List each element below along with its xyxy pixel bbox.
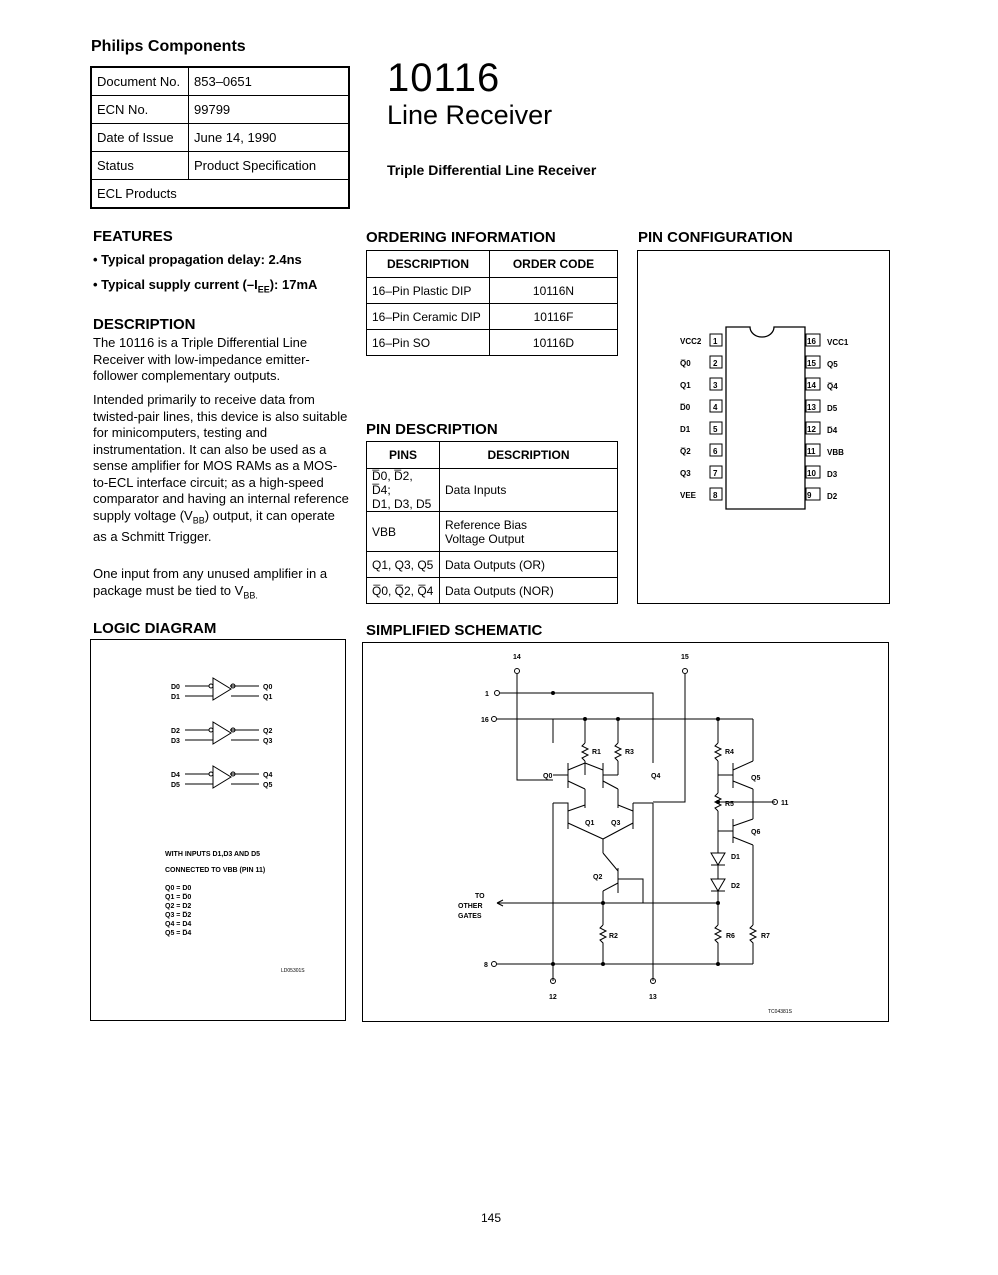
logic-code: LD05301S bbox=[281, 968, 305, 974]
sch-label: GATES bbox=[458, 913, 482, 920]
gate-output-label: Q1 bbox=[263, 694, 273, 701]
pin-number: 6 bbox=[713, 447, 718, 456]
sch-label: R5 bbox=[725, 801, 734, 808]
pin-number: 9 bbox=[807, 491, 812, 500]
sch-label: 12 bbox=[549, 994, 557, 1001]
sch-label: 16 bbox=[481, 717, 489, 724]
gate-input-label: D5 bbox=[171, 782, 180, 789]
ordering-heading: ORDERING INFORMATION bbox=[366, 229, 556, 246]
gate-output-label: Q3 bbox=[263, 738, 273, 745]
pin-name: Q1 bbox=[680, 381, 691, 390]
doc-value: 853–0651 bbox=[189, 67, 350, 96]
description-p2: Intended primarily to receive data from twisted-pair lines, this device is also suitable for minicomputers, testing and instrumentation. It can also be used as a sense amplifier for MOS RAMs as a MOS-to-ECL interface circuit; as a high-speed comparator and having an internal reference supply voltage $(V_{BB})$ output, it can operate as a Schmitt Trigger. bbox=[93, 392, 349, 544]
logic-equation: Q1 = D̅0 bbox=[165, 894, 192, 901]
logic-note-2: CONNECTED TO VBB (PIN 11) bbox=[165, 867, 266, 874]
gate-input-label: D2 bbox=[171, 728, 180, 735]
sch-label: R3 bbox=[625, 749, 634, 756]
pin-name: Q̅4 bbox=[827, 382, 838, 391]
description-heading: DESCRIPTION bbox=[93, 316, 196, 333]
pin-cell: VBB bbox=[367, 512, 440, 552]
pin-number: 14 bbox=[807, 381, 816, 390]
doc-value: June 14, 1990 bbox=[189, 124, 350, 152]
pin-name: Q̅2 bbox=[680, 447, 691, 456]
order-code: 10116F bbox=[490, 304, 618, 330]
sch-label: 14 bbox=[513, 654, 521, 661]
dip-package-drawing bbox=[638, 251, 889, 603]
gate-input-label: D0 bbox=[171, 684, 180, 691]
gate-symbol bbox=[185, 678, 259, 700]
pin-number: 4 bbox=[713, 403, 718, 412]
schematic-box bbox=[362, 642, 889, 1022]
part-name: Line Receiver bbox=[387, 100, 553, 130]
gate-input-label: D1 bbox=[171, 694, 180, 701]
sch-label: R7 bbox=[761, 933, 770, 940]
sch-label: R6 bbox=[726, 933, 735, 940]
pin-name: VCC1 bbox=[827, 338, 849, 347]
feature-text: Typical propagation delay: 2.4ns bbox=[101, 252, 302, 267]
pin-name: D3 bbox=[827, 470, 838, 479]
sch-label: TO bbox=[475, 893, 485, 900]
feature-sub: EE bbox=[257, 284, 270, 295]
pin-desc: Reference Bias Voltage Output bbox=[440, 512, 618, 552]
gate-bubble bbox=[209, 728, 213, 732]
doc-label: Date of Issue bbox=[91, 124, 189, 152]
logic-diagram-heading: LOGIC DIAGRAM bbox=[93, 620, 217, 637]
description-p3: One input from any unused amplifier in a package must be tied to $V_{BB.}$ bbox=[93, 566, 328, 601]
sch-label: R2 bbox=[609, 933, 618, 940]
sch-label: 15 bbox=[681, 654, 689, 661]
sch-label: 11 bbox=[781, 800, 789, 807]
pin-config-heading: PIN CONFIGURATION bbox=[638, 229, 793, 246]
pin-name: D̅0 bbox=[680, 403, 691, 412]
sch-label: Q3 bbox=[611, 820, 621, 827]
sch-label: Q4 bbox=[651, 773, 661, 780]
pin-name: Q̅0 bbox=[680, 359, 691, 368]
col-header: PINS bbox=[367, 442, 440, 469]
order-desc: 16–Pin Plastic DIP bbox=[367, 278, 490, 304]
sch-label: Q2 bbox=[593, 874, 603, 881]
sch-label: Q6 bbox=[751, 829, 761, 836]
col-header: DESCRIPTION bbox=[440, 442, 618, 469]
sch-label: 13 bbox=[649, 994, 657, 1001]
pin-number: 15 bbox=[807, 359, 816, 368]
schematic-drawing bbox=[363, 643, 888, 1021]
pin-name: Q3 bbox=[680, 469, 691, 478]
sch-label: Q0 bbox=[543, 773, 553, 780]
gate-bubble bbox=[209, 772, 213, 776]
logic-equation: Q5 = D̅4 bbox=[165, 930, 192, 937]
logic-diagram-drawing bbox=[91, 640, 345, 1020]
order-desc: 16–Pin Ceramic DIP bbox=[367, 304, 490, 330]
schematic-heading: SIMPLIFIED SCHEMATIC bbox=[366, 622, 543, 639]
pin-name: D̅4 bbox=[827, 426, 838, 435]
sch-label: Q1 bbox=[585, 820, 595, 827]
order-code: 10116N bbox=[490, 278, 618, 304]
pin-name: VEE bbox=[680, 491, 697, 500]
doc-label: ECN No. bbox=[91, 96, 189, 124]
pin-desc: Data Outputs (OR) bbox=[440, 552, 618, 578]
pin-number: 16 bbox=[807, 337, 816, 346]
pin-number: 12 bbox=[807, 425, 816, 434]
gate-bubble bbox=[209, 684, 213, 688]
feature-text: ): 17mA bbox=[269, 277, 318, 292]
pin-name: D2 bbox=[827, 492, 838, 501]
document-info-table bbox=[90, 66, 350, 209]
doc-label: Status bbox=[91, 152, 189, 180]
pin-config-box bbox=[637, 250, 890, 604]
sch-label: R4 bbox=[725, 749, 734, 756]
feature-item: • Typical supply current $(-I_{EE})$: 17mA bbox=[93, 277, 318, 295]
gate-symbol bbox=[185, 722, 259, 744]
gate-output-label: Q2 bbox=[263, 728, 273, 735]
pin-number: 5 bbox=[713, 425, 718, 434]
pin-name: Q5 bbox=[827, 360, 838, 369]
pin-name: VBB bbox=[827, 448, 844, 457]
pin-desc: Data Inputs bbox=[440, 469, 618, 512]
pin-number: 1 bbox=[713, 337, 718, 346]
pin-number: 13 bbox=[807, 403, 816, 412]
pin-cell: D̅0, D̅2, D̅4; D1, D3, D5 bbox=[367, 469, 440, 512]
pin-number: 11 bbox=[807, 447, 816, 456]
description-p1: The 10116 is a Triple Differential Line Receiver with low-impedance emitter-follower complementary outputs. bbox=[93, 335, 310, 383]
feature-text: Typical supply current (–I bbox=[101, 277, 258, 292]
pin-description-table bbox=[366, 441, 618, 604]
doc-value: Product Specification bbox=[189, 152, 350, 180]
col-header: DESCRIPTION bbox=[367, 251, 490, 278]
doc-value: 99799 bbox=[189, 96, 350, 124]
feature-item: • Typical propagation delay: 2.4ns bbox=[93, 252, 302, 267]
sch-label: 8 bbox=[484, 962, 488, 969]
sch-label: D2 bbox=[731, 883, 740, 890]
sch-label: 1 bbox=[485, 691, 489, 698]
pin-name: VCC2 bbox=[680, 337, 702, 346]
gate-input-label: D4 bbox=[171, 772, 180, 779]
gate-output-label: Q5 bbox=[263, 782, 273, 789]
pin-number: 7 bbox=[713, 469, 718, 478]
page-number: 145 bbox=[481, 1211, 502, 1225]
logic-equation: Q3 = D̅2 bbox=[165, 912, 192, 919]
sch-label: R1 bbox=[592, 749, 601, 756]
pin-cell: Q1, Q3, Q5 bbox=[367, 552, 440, 578]
pin-number: 2 bbox=[713, 359, 718, 368]
sch-label: D1 bbox=[731, 854, 740, 861]
pin-name: D5 bbox=[827, 404, 838, 413]
brand-name: Philips Components bbox=[91, 38, 246, 55]
logic-equation: Q0 = D0 bbox=[165, 885, 192, 892]
gate-output-label: Q4 bbox=[263, 772, 273, 779]
logic-diagram-box bbox=[90, 639, 346, 1021]
doc-label: Document No. bbox=[91, 67, 189, 96]
product-line: ECL Products bbox=[91, 180, 349, 209]
order-desc: 16–Pin SO bbox=[367, 330, 490, 356]
sch-label: OTHER bbox=[458, 903, 483, 910]
ordering-table bbox=[366, 250, 618, 356]
pin-name: D1 bbox=[680, 425, 691, 434]
logic-equation: Q4 = D4 bbox=[165, 921, 192, 928]
pin-number: 8 bbox=[713, 491, 718, 500]
pin-number: 10 bbox=[807, 469, 816, 478]
order-code: 10116D bbox=[490, 330, 618, 356]
gate-input-label: D3 bbox=[171, 738, 180, 745]
pin-description-heading: PIN DESCRIPTION bbox=[366, 421, 498, 438]
col-header: ORDER CODE bbox=[490, 251, 618, 278]
features-heading: FEATURES bbox=[93, 228, 173, 245]
logic-equation: Q2 = D2 bbox=[165, 903, 192, 910]
pin-number: 3 bbox=[713, 381, 718, 390]
pin-cell: Q̅0, Q̅2, Q̅4 bbox=[367, 578, 440, 604]
gate-symbol bbox=[185, 766, 259, 788]
part-number: 10116 bbox=[387, 56, 501, 100]
subtitle: Triple Differential Line Receiver bbox=[387, 162, 597, 178]
gate-output-label: Q0 bbox=[263, 684, 273, 691]
sch-label: Q5 bbox=[751, 775, 761, 782]
sch-code: TC04381S bbox=[768, 1009, 792, 1015]
logic-note-1: WITH INPUTS D1,D3 AND D5 bbox=[165, 851, 261, 858]
pin-desc: Data Outputs (NOR) bbox=[440, 578, 618, 604]
